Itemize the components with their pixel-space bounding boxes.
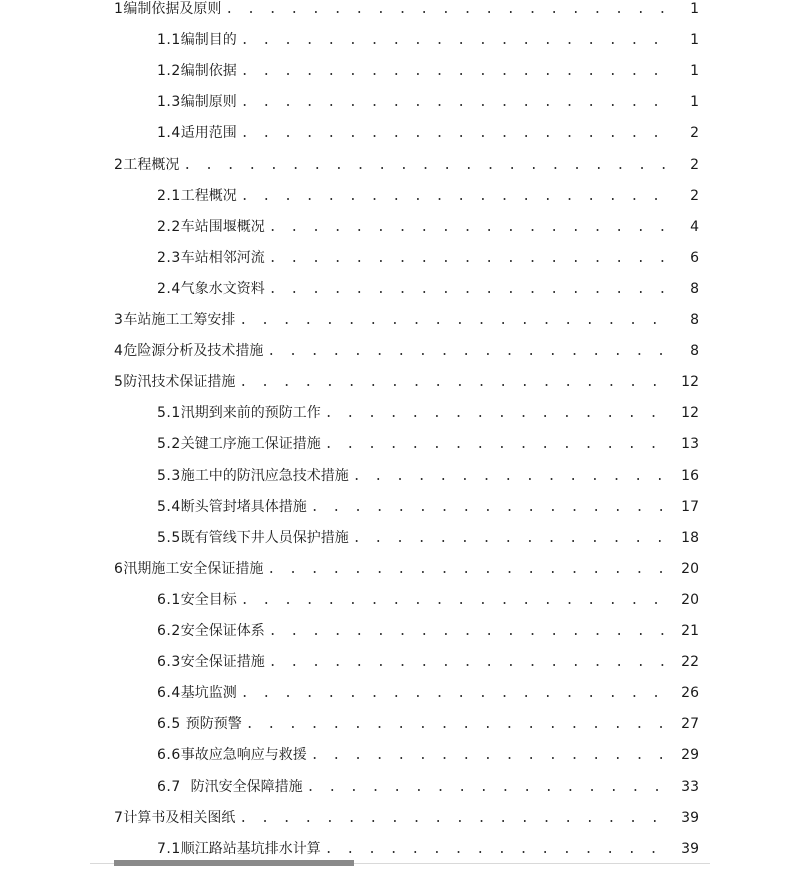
toc-entry[interactable] (157, 461, 699, 492)
toc-section-number: 6 (114, 560, 124, 577)
toc-section-title: 基坑监测 (180, 685, 237, 702)
toc-section-number: 2 (114, 156, 124, 173)
toc-section-title: 车站施工工筹安排 (123, 312, 236, 328)
toc-row[interactable] (0, 336, 795, 367)
toc-page-number: 1 (690, 32, 699, 49)
toc-page-number: 6 (690, 249, 699, 266)
toc-section-title: 安全目标 (180, 591, 237, 608)
toc-dot-leader (269, 243, 671, 274)
toc-dot-leader (225, 0, 671, 25)
toc-dot-leader (239, 367, 671, 398)
toc-row[interactable] (0, 150, 795, 181)
toc-row[interactable] (0, 56, 795, 87)
toc-dot-leader (269, 274, 671, 305)
toc-entry[interactable] (157, 429, 699, 460)
toc-row[interactable] (0, 772, 795, 803)
toc-section-number: 6.7 (157, 778, 191, 795)
toc-dot-leader (241, 678, 671, 709)
toc-section-number: 6.2 (157, 623, 181, 639)
toc-row[interactable] (0, 87, 795, 118)
toc-section-title: 安全保证体系 (180, 623, 265, 639)
toc-row[interactable] (0, 243, 795, 274)
toc-dot-leader (241, 181, 671, 212)
toc-dot-leader (241, 25, 671, 56)
toc-section-title: 顺江路站基坑排水计算 (180, 840, 321, 857)
toc-entry[interactable] (157, 274, 699, 305)
toc-page-number: 33 (681, 778, 699, 795)
toc-entry[interactable] (114, 554, 699, 585)
toc-section-number: 7.1 (157, 840, 181, 857)
toc-row[interactable] (0, 212, 795, 243)
toc-section-title: 汛期施工安全保证措施 (123, 560, 264, 577)
toc-page-number: 39 (681, 840, 699, 857)
toc-entry[interactable] (114, 0, 699, 25)
toc-entry[interactable] (157, 398, 699, 429)
toc-section-number: 3 (114, 312, 124, 328)
toc-section-title: 危险源分析及技术措施 (123, 343, 264, 360)
toc-page-number: 4 (690, 218, 699, 235)
toc-entry[interactable] (157, 523, 699, 554)
toc-section-number: 4 (114, 343, 124, 360)
toc-section-number: 1 (114, 1, 124, 17)
toc-page-number: 12 (681, 374, 699, 391)
toc-section-number: 5.5 (157, 529, 181, 546)
toc-section-number: 6.4 (157, 685, 181, 702)
toc-section-title: 车站围堰概况 (180, 218, 265, 235)
toc-entry[interactable] (114, 305, 699, 336)
toc-entry[interactable] (157, 740, 699, 771)
toc-section-number: 5.2 (157, 436, 181, 453)
toc-entry[interactable] (157, 772, 699, 803)
toc-dot-leader (353, 461, 671, 492)
toc-page-number: 2 (690, 125, 699, 142)
toc-page-number: 13 (681, 436, 699, 453)
toc-section-number: 2.4 (157, 280, 181, 297)
toc-dot-leader (241, 118, 671, 149)
toc-section-title: 编制目的 (180, 32, 237, 49)
toc-dot-leader (269, 212, 671, 243)
toc-entry[interactable] (157, 709, 699, 740)
toc-section-title: 事故应急响应与救援 (180, 747, 307, 764)
toc-entry[interactable] (114, 150, 699, 181)
toc-section-number: 1.1 (157, 32, 181, 49)
toc-entry[interactable] (157, 585, 699, 616)
toc-entry[interactable] (157, 678, 699, 709)
toc-entry[interactable] (157, 87, 699, 118)
toc-page-number: 1 (690, 1, 699, 17)
toc-page-number: 8 (690, 280, 699, 297)
toc-entry[interactable] (114, 367, 699, 398)
toc-page-number: 16 (681, 467, 699, 484)
toc-entry[interactable] (157, 243, 699, 274)
toc-dot-leader (325, 429, 671, 460)
toc-section-number: 6.3 (157, 654, 181, 671)
toc-section-title: 断头管封堵具体措施 (180, 498, 307, 515)
toc-dot-leader (311, 740, 671, 771)
toc-dot-leader (325, 398, 671, 429)
toc-section-title: 施工中的防汛应急技术措施 (180, 467, 349, 484)
toc-section-number: 5.1 (157, 405, 181, 422)
toc-page-number: 1 (690, 94, 699, 111)
toc-section-title: 关键工序施工保证措施 (180, 436, 321, 453)
toc-row[interactable] (0, 25, 795, 56)
toc-row[interactable] (0, 429, 795, 460)
toc-dot-leader (239, 305, 671, 336)
toc-section-number: 1.4 (157, 125, 181, 142)
toc-dot-leader (246, 709, 671, 740)
toc-entry[interactable] (157, 212, 699, 243)
toc-section-title: 汛期到来前的预防工作 (180, 405, 321, 422)
toc-page-number: 12 (681, 405, 699, 422)
toc-page-number: 20 (681, 591, 699, 608)
toc-page-number: 2 (690, 187, 699, 204)
toc-row[interactable] (0, 181, 795, 212)
toc-dot-leader (353, 523, 671, 554)
toc-section-title: 编制依据及原则 (123, 1, 222, 17)
toc-entry[interactable] (157, 181, 699, 212)
selection-highlight (114, 860, 354, 866)
toc-row[interactable] (0, 461, 795, 492)
toc-row[interactable] (0, 554, 795, 585)
toc-section-number: 5.4 (157, 498, 181, 515)
toc-section-title: 编制依据 (180, 63, 237, 80)
toc-row[interactable] (0, 523, 795, 554)
toc-section-number: 7 (114, 809, 124, 826)
toc-section-title: 编制原则 (180, 94, 237, 111)
toc-entry[interactable] (114, 803, 699, 834)
toc-section-number: 5.3 (157, 467, 181, 484)
toc-row[interactable] (0, 678, 795, 709)
toc-dot-leader (241, 56, 671, 87)
toc-row[interactable] (0, 585, 795, 616)
toc-entry[interactable] (157, 616, 699, 647)
toc-page-number: 18 (681, 529, 699, 546)
toc-section-title: 安全保证措施 (180, 654, 265, 671)
toc-page-number: 21 (681, 623, 699, 639)
toc-section-title: 预防预警 (185, 716, 242, 733)
toc-section-number: 2.3 (157, 249, 181, 266)
toc-row[interactable] (0, 740, 795, 771)
toc-row[interactable] (0, 398, 795, 429)
toc-entry[interactable] (157, 647, 699, 678)
toc-row[interactable] (0, 647, 795, 678)
toc-entry[interactable] (114, 336, 699, 367)
toc-page-number: 1 (690, 63, 699, 80)
toc-dot-leader (325, 834, 671, 865)
toc-dot-leader (267, 554, 671, 585)
toc-page-number: 20 (681, 560, 699, 577)
toc-row[interactable] (0, 492, 795, 523)
toc-row[interactable] (0, 616, 795, 647)
toc-entry[interactable] (157, 492, 699, 523)
toc-row[interactable] (0, 274, 795, 305)
toc-section-number: 6.5 (157, 716, 186, 733)
toc-dot-leader (307, 772, 671, 803)
toc-dot-leader (239, 803, 671, 834)
toc-row[interactable] (0, 367, 795, 398)
toc-section-title: 防汛安全保障措施 (190, 778, 303, 795)
toc-row[interactable] (0, 0, 795, 25)
toc-section-title: 适用范围 (180, 125, 237, 142)
toc-section-number: 2.1 (157, 187, 181, 204)
toc-section-title: 既有管线下井人员保护措施 (180, 529, 349, 546)
toc-section-title: 车站相邻河流 (180, 249, 265, 266)
toc-row[interactable] (0, 709, 795, 740)
toc-section-number: 1.3 (157, 94, 181, 111)
toc-dot-leader (269, 647, 671, 678)
toc-row[interactable] (0, 803, 795, 834)
toc-section-title: 防汛技术保证措施 (123, 374, 236, 391)
toc-row[interactable] (0, 305, 795, 336)
toc-page-number: 8 (690, 343, 699, 360)
toc-page-number: 27 (681, 716, 699, 733)
toc-section-number: 2.2 (157, 218, 181, 235)
toc-row[interactable] (0, 118, 795, 149)
toc-dot-leader (267, 336, 671, 367)
toc-page-number: 17 (681, 498, 699, 515)
toc-entry[interactable] (157, 25, 699, 56)
toc-section-title: 工程概况 (180, 187, 237, 204)
toc-dot-leader (241, 87, 671, 118)
toc-page-number: 29 (681, 747, 699, 764)
toc-page-number: 2 (690, 156, 699, 173)
toc-dot-leader (269, 616, 671, 647)
toc-page-number: 22 (681, 654, 699, 671)
toc-dot-leader (241, 585, 671, 616)
toc-dot-leader (311, 492, 671, 523)
toc-entry[interactable] (157, 118, 699, 149)
toc-dot-leader (183, 150, 671, 181)
toc-entry[interactable] (157, 56, 699, 87)
toc-section-number: 1.2 (157, 63, 181, 80)
toc-section-number: 5 (114, 374, 124, 391)
toc-section-title: 计算书及相关图纸 (123, 809, 236, 826)
toc-section-number: 6.6 (157, 747, 181, 764)
toc-section-title: 气象水文资料 (180, 280, 265, 297)
toc-page-number: 26 (681, 685, 699, 702)
toc-page-number: 39 (681, 809, 699, 826)
toc-section-number: 6.1 (157, 591, 181, 608)
toc-section-title: 工程概况 (123, 156, 180, 173)
toc-page-number: 8 (690, 312, 699, 328)
